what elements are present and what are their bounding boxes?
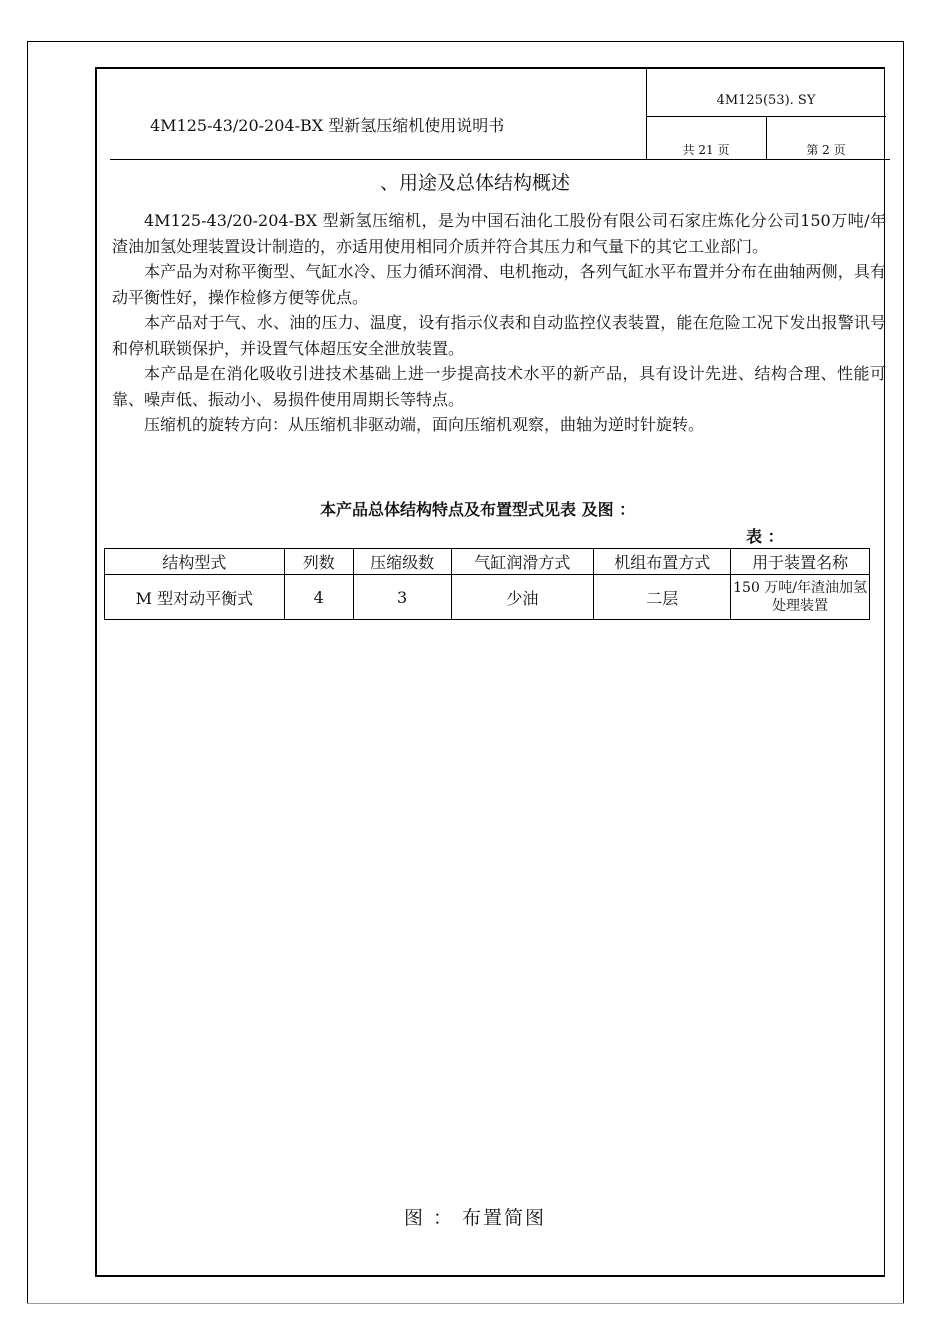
- paragraph: 压缩机的旋转方向：从压缩机非驱动端，面向压缩机观察，曲轴为逆时针旋转。: [144, 415, 705, 434]
- table-header-cell: 气缸润滑方式: [451, 549, 594, 575]
- table-header-cell: 机组布置方式: [594, 549, 731, 575]
- table-cell: 3: [353, 575, 451, 620]
- page-border-right: [903, 41, 904, 1304]
- table-header-cell: 列数: [284, 549, 353, 575]
- paragraph: 本产品为对称平衡型、气缸水冷、压力循环润滑、电机拖动，各列气缸水平布置并分布在曲轴两侧，具有动平衡性好，操作检修方便等优点。: [112, 262, 886, 307]
- table-header-row: [105, 549, 870, 575]
- body-text: [112, 208, 886, 438]
- table-header-cell: 结构型式: [105, 549, 285, 575]
- table-cell: 二层: [594, 575, 731, 620]
- page-border-left: [27, 41, 28, 1304]
- section-title: 、用途及总体结构概述: [380, 172, 571, 194]
- header-divider: [110, 159, 890, 160]
- table-cell: M 型对动平衡式: [105, 575, 285, 620]
- total-pages: 共 21 页: [682, 143, 730, 157]
- paragraph: 本产品是在消化吸收引进技术基础上进一步提高技术水平的新产品，具有设计先进、结构合理、性能可靠、噪声低、振动小、易损件使用周期长等特点。: [112, 364, 886, 409]
- paragraph: 本产品对于气、水、油的压力、温度，设有指示仪表和自动监控仪表装置，能在危险工况下发出报警讯号和停机联锁保护，并设置气体超压安全泄放装置。: [112, 313, 886, 358]
- figure-caption: 图 ： 布置简图: [403, 1207, 547, 1229]
- table-cell: 150 万吨/年渣油加氢处理装置: [731, 575, 870, 620]
- table-header-cell: 用于装置名称: [731, 549, 870, 575]
- table-row: [105, 575, 870, 620]
- table-cell: 少油: [451, 575, 594, 620]
- page-number: 第 2 页: [806, 143, 846, 157]
- table-header-cell: 压缩级数: [353, 549, 451, 575]
- structure-spec-table: [104, 548, 870, 620]
- page-border-bottom: [27, 1303, 904, 1304]
- page-border-top: [27, 41, 904, 42]
- paragraph: 4M125-43/20-204-BX 型新氢压缩机，是为中国石油化工股份有限公司石家庄炼化分公司150万吨/年渣油加氢处理装置设计制造的，亦适用使用相同介质并符合其压力和气量下的其它工业部门。: [112, 211, 886, 256]
- table-cell: 4: [284, 575, 353, 620]
- table-label: 表 ：: [746, 527, 784, 546]
- table-caption: 本产品总体结构特点及布置型式见表 及图 ：: [320, 500, 636, 519]
- document-title: 4M125-43/20-204-BX 型新氢压缩机使用说明书: [150, 116, 505, 135]
- document-code: 4M125(53). SY: [716, 93, 816, 108]
